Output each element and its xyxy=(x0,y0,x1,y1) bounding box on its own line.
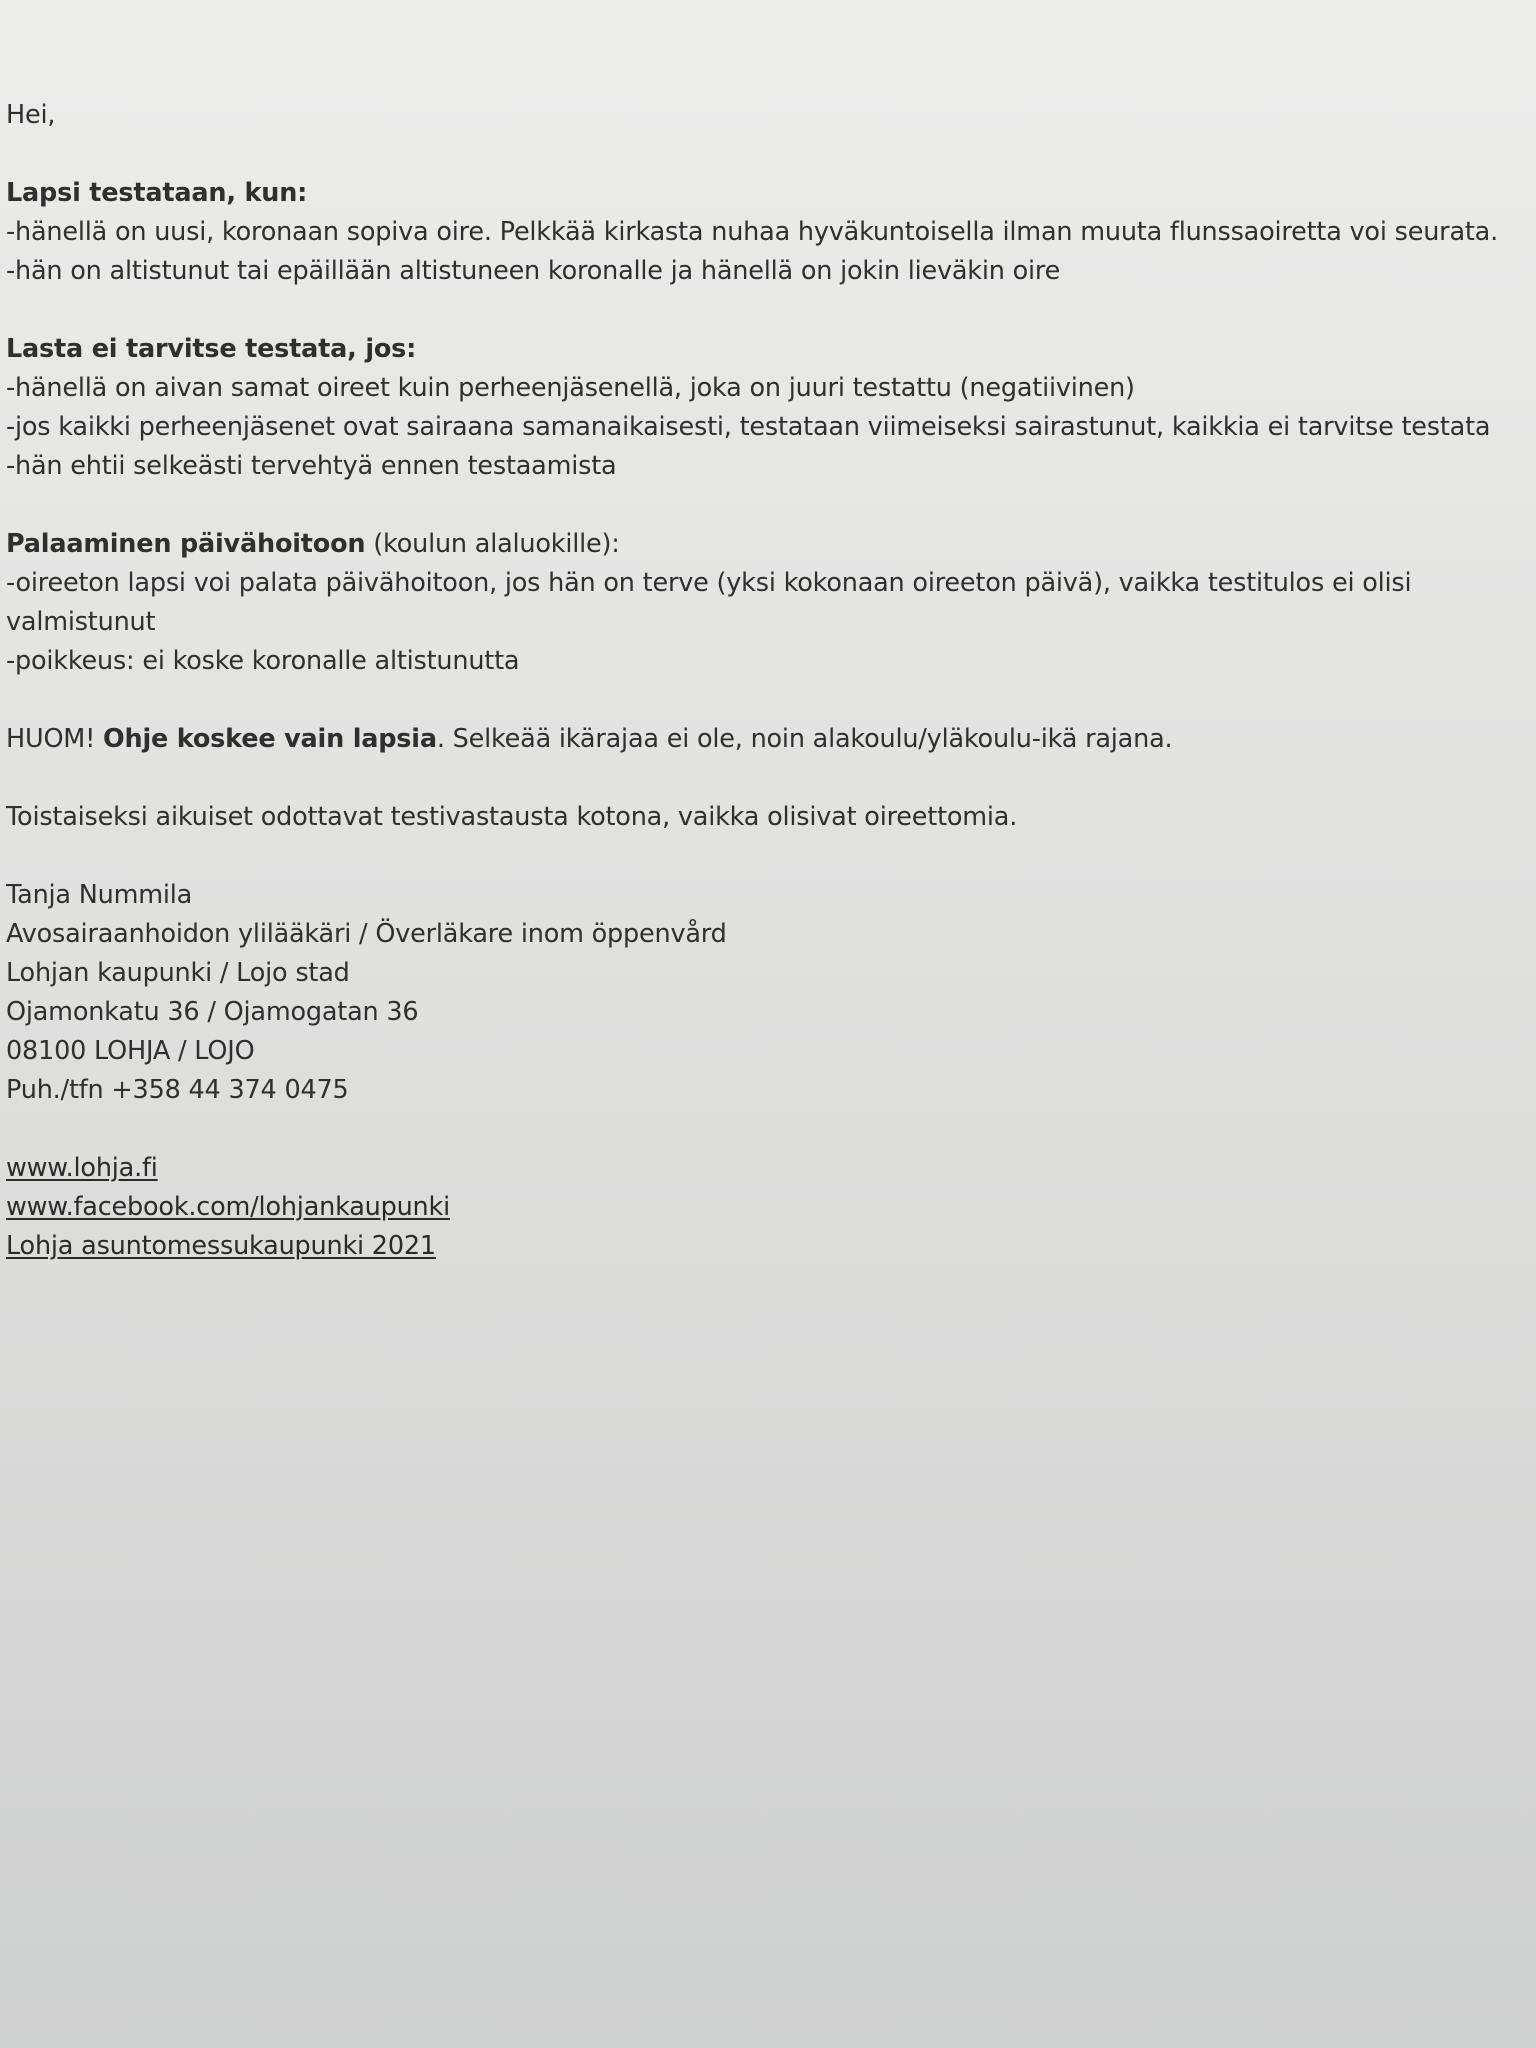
link-website[interactable]: www.lohja.fi xyxy=(6,1153,158,1183)
section-heading-no-test: Lasta ei tarvitse testata, jos: xyxy=(6,334,417,364)
note-bold: Ohje koskee vain lapsia xyxy=(103,724,437,754)
spacer xyxy=(6,681,1530,720)
list-item: -poikkeus: ei koske koronalle altistunutta xyxy=(6,646,520,676)
spacer xyxy=(6,291,1530,330)
spacer xyxy=(6,135,1530,174)
spacer xyxy=(6,837,1530,876)
note xyxy=(6,720,1530,759)
section-heading-return-bold: Palaaminen päivähoitoon xyxy=(6,529,366,559)
signature-title: Avosairaanhoidon ylilääkäri / Överläkare inom öppenvård xyxy=(6,919,727,949)
signature-organization: Lohjan kaupunki / Lojo stad xyxy=(6,958,350,988)
signature-street: Ojamonkatu 36 / Ojamogatan 36 xyxy=(6,997,419,1027)
spacer xyxy=(6,759,1530,798)
signature-phone: Puh./tfn +358 44 374 0475 xyxy=(6,1075,349,1105)
section-heading-testing: Lapsi testataan, kun: xyxy=(6,178,308,208)
list-item: -hän ehtii selkeästi tervehtyä ennen testaamista xyxy=(6,451,617,481)
list-item-continuation: valmistunut xyxy=(6,607,156,637)
section-heading-return-rest: (koulun alaluokille): xyxy=(365,529,620,559)
list-item: -hänellä on uusi, koronaan sopiva oire. Pelkkää kirkasta nuhaa hyväkuntoisella ilman muuta flunssaoiretta voi seurata. xyxy=(6,217,1498,247)
note-rest: . Selkeää ikärajaa ei ole, noin alakoulu/yläkoulu-ikä rajana. xyxy=(436,724,1173,754)
greeting: Hei, xyxy=(6,100,56,130)
signature-block xyxy=(6,876,1530,1110)
links-block xyxy=(6,1149,1530,1266)
list-item: -hänellä on aivan samat oireet kuin perheenjäsenellä, joka on juuri testattu (negatiivinen) xyxy=(6,373,1135,403)
list-item: -hän on altistunut tai epäillään altistuneen koronalle ja hänellä on jokin lieväkin oire xyxy=(6,256,1061,286)
list-item: -oireeton lapsi voi palata päivähoitoon, jos hän on terve (yksi kokonaan oireeton päivä), vaikka testitulos ei olisi xyxy=(6,568,1412,598)
link-housing-fair[interactable]: Lohja asuntomessukaupunki 2021 xyxy=(6,1231,436,1261)
spacer xyxy=(6,486,1530,525)
spacer xyxy=(6,1110,1530,1149)
signature-postal: 08100 LOHJA / LOJO xyxy=(6,1036,255,1066)
section-heading-return xyxy=(6,525,1530,564)
note-prefix: HUOM! xyxy=(6,724,104,754)
adults-note: Toistaiseksi aikuiset odottavat testivastausta kotona, vaikka olisivat oireettomia. xyxy=(6,802,1018,832)
list-item: -jos kaikki perheenjäsenet ovat sairaana samanaikaisesti, testataan viimeiseksi sairastunut, kaikkia ei tarvitse testata xyxy=(6,412,1491,442)
link-facebook[interactable]: www.facebook.com/lohjankaupunki xyxy=(6,1192,450,1222)
letter-body xyxy=(6,96,1530,1266)
signature-name: Tanja Nummila xyxy=(6,880,193,910)
